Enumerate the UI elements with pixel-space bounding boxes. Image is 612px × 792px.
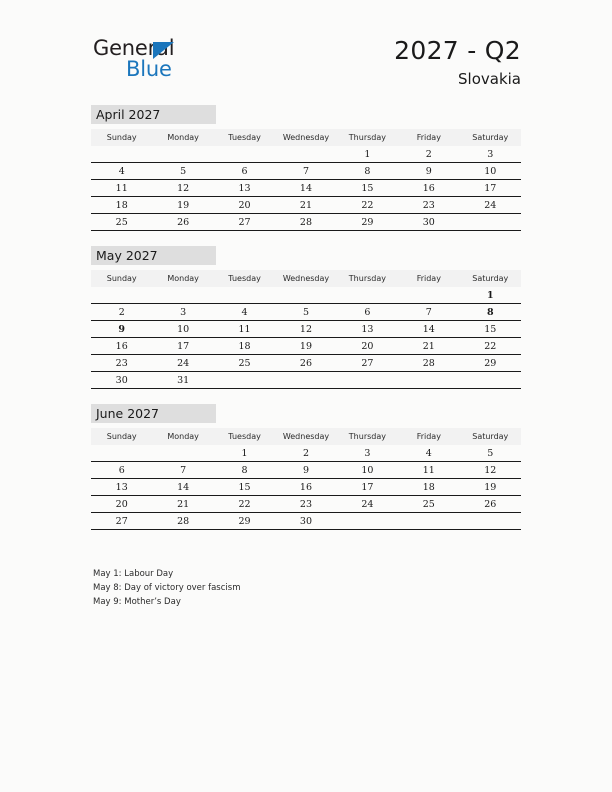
day-cell-empty xyxy=(460,372,521,389)
week-row xyxy=(91,372,521,389)
day-cell[interactable]: 27 xyxy=(337,355,398,372)
day-cell-holiday[interactable]: 9 xyxy=(91,321,152,338)
day-cell[interactable]: 6 xyxy=(337,304,398,321)
day-cell[interactable]: 24 xyxy=(152,355,213,372)
day-cell[interactable]: 26 xyxy=(460,496,521,513)
holiday-notes xyxy=(93,567,493,609)
day-cell[interactable]: 26 xyxy=(152,214,213,231)
day-cell[interactable]: 25 xyxy=(91,214,152,231)
weekday-header-saturday: Saturday xyxy=(460,270,521,287)
day-cell-empty xyxy=(91,445,152,462)
day-cell[interactable]: 14 xyxy=(275,180,336,197)
weekday-header-monday: Monday xyxy=(152,428,213,445)
day-cell[interactable]: 12 xyxy=(275,321,336,338)
day-cell[interactable]: 21 xyxy=(152,496,213,513)
day-cell[interactable]: 21 xyxy=(275,197,336,214)
month-title-bar xyxy=(91,246,216,265)
day-cell[interactable]: 12 xyxy=(460,462,521,479)
day-cell[interactable]: 10 xyxy=(460,163,521,180)
day-cell[interactable]: 1 xyxy=(364,148,371,160)
day-cell[interactable]: 17 xyxy=(337,479,398,496)
day-cell[interactable]: 30 xyxy=(398,214,459,231)
week-row xyxy=(91,479,521,496)
day-cell[interactable]: 16 xyxy=(275,479,336,496)
day-cell[interactable]: 18 xyxy=(398,479,459,496)
weekday-header-friday: Friday xyxy=(398,428,459,445)
month-grid xyxy=(91,129,521,231)
day-cell[interactable]: 25 xyxy=(398,496,459,513)
month-grid xyxy=(91,428,521,530)
weekday-header-wednesday: Wednesday xyxy=(275,129,336,146)
calendar-months-container xyxy=(91,105,521,545)
day-cell[interactable]: 25 xyxy=(214,355,275,372)
weekday-header-friday: Friday xyxy=(398,270,459,287)
month-title: April 2027 xyxy=(96,107,161,122)
week-row xyxy=(91,146,521,163)
day-cell[interactable]: 12 xyxy=(152,180,213,197)
day-cell[interactable]: 16 xyxy=(91,338,152,355)
weekday-header-wednesday: Wednesday xyxy=(275,270,336,287)
day-cell[interactable]: 7 xyxy=(398,304,459,321)
day-cell-empty xyxy=(214,146,275,163)
logo-text-blue: Blue xyxy=(126,57,172,81)
day-cell-empty xyxy=(275,287,336,304)
day-cell[interactable]: 27 xyxy=(91,513,152,530)
day-cell[interactable]: 11 xyxy=(91,180,152,197)
day-cell-empty xyxy=(460,214,521,231)
day-cell[interactable]: 14 xyxy=(152,479,213,496)
day-cell[interactable]: 3 xyxy=(152,304,213,321)
day-cell[interactable]: 10 xyxy=(337,462,398,479)
day-cell-empty xyxy=(275,372,336,389)
day-cell[interactable]: 7 xyxy=(275,163,336,180)
day-cell[interactable]: 19 xyxy=(460,479,521,496)
title-block xyxy=(394,36,521,90)
day-cell[interactable]: 18 xyxy=(91,197,152,214)
day-cell-empty xyxy=(91,287,152,304)
weekday-header-tuesday: Tuesday xyxy=(214,129,275,146)
weekday-header-saturday: Saturday xyxy=(460,129,521,146)
page-title: 2027 - Q2 xyxy=(394,36,521,65)
day-cell[interactable]: 11 xyxy=(398,462,459,479)
day-cell[interactable]: 7 xyxy=(152,462,213,479)
weekday-header-friday: Friday xyxy=(398,129,459,146)
month-title-bar xyxy=(91,105,216,124)
month-block xyxy=(91,404,521,530)
weekday-header-sunday: Sunday xyxy=(91,270,152,287)
day-cell[interactable]: 22 xyxy=(214,496,275,513)
week-row xyxy=(91,321,521,338)
day-cell[interactable]: 15 xyxy=(460,321,521,338)
weekday-header-monday: Monday xyxy=(152,129,213,146)
day-cell-empty xyxy=(398,513,459,530)
day-cell[interactable]: 14 xyxy=(398,321,459,338)
day-cell[interactable]: 22 xyxy=(337,197,398,214)
week-row xyxy=(91,513,521,530)
day-cell[interactable]: 9 xyxy=(275,462,336,479)
day-cell[interactable]: 18 xyxy=(214,338,275,355)
week-row xyxy=(91,338,521,355)
weekday-header-row xyxy=(91,129,521,146)
day-cell-empty xyxy=(214,287,275,304)
month-title: June 2027 xyxy=(96,406,160,421)
day-cell[interactable]: 30 xyxy=(275,513,336,530)
day-cell[interactable]: 6 xyxy=(214,163,275,180)
day-cell[interactable]: 1 xyxy=(241,447,248,459)
day-cell[interactable]: 28 xyxy=(152,513,213,530)
day-cell[interactable]: 30 xyxy=(91,372,152,389)
day-cell-empty xyxy=(91,146,152,163)
week-row xyxy=(91,180,521,197)
day-cell[interactable]: 29 xyxy=(337,214,398,231)
day-cell-empty xyxy=(214,372,275,389)
month-grid xyxy=(91,270,521,389)
day-cell[interactable]: 10 xyxy=(152,321,213,338)
holiday-note: May 8: Day of victory over fascism xyxy=(93,583,241,593)
day-cell-empty xyxy=(337,287,398,304)
day-cell[interactable]: 24 xyxy=(460,197,521,214)
day-cell[interactable]: 5 xyxy=(487,447,494,459)
week-row xyxy=(91,445,521,462)
day-cell[interactable]: 19 xyxy=(152,197,213,214)
day-cell[interactable]: 26 xyxy=(275,355,336,372)
week-row xyxy=(91,214,521,231)
day-cell[interactable]: 2 xyxy=(91,304,152,321)
weekday-header-thursday: Thursday xyxy=(337,270,398,287)
day-cell[interactable]: 23 xyxy=(91,355,152,372)
day-cell-empty xyxy=(398,287,459,304)
day-cell[interactable]: 15 xyxy=(337,180,398,197)
day-cell[interactable]: 27 xyxy=(214,214,275,231)
day-cell[interactable]: 17 xyxy=(152,338,213,355)
day-cell[interactable]: 6 xyxy=(91,462,152,479)
day-cell-empty xyxy=(152,287,213,304)
day-cell[interactable]: 3 xyxy=(364,447,371,459)
weekday-header-tuesday: Tuesday xyxy=(214,270,275,287)
weekday-header-thursday: Thursday xyxy=(337,428,398,445)
day-cell[interactable]: 29 xyxy=(460,355,521,372)
day-cell-empty xyxy=(152,146,213,163)
day-cell[interactable]: 22 xyxy=(460,338,521,355)
day-cell[interactable]: 13 xyxy=(214,180,275,197)
page-header xyxy=(0,0,612,100)
day-cell[interactable]: 17 xyxy=(460,180,521,197)
day-cell-holiday[interactable]: 8 xyxy=(460,304,521,321)
week-row xyxy=(91,287,521,304)
day-cell[interactable]: 28 xyxy=(275,214,336,231)
week-row xyxy=(91,462,521,479)
weekday-header-sunday: Sunday xyxy=(91,428,152,445)
month-title-bar xyxy=(91,404,216,423)
week-row xyxy=(91,355,521,372)
day-cell-empty xyxy=(460,513,521,530)
day-cell[interactable]: 9 xyxy=(398,163,459,180)
weekday-header-row xyxy=(91,428,521,445)
day-cell[interactable]: 20 xyxy=(91,496,152,513)
day-cell[interactable]: 5 xyxy=(152,163,213,180)
day-cell[interactable]: 5 xyxy=(275,304,336,321)
day-cell-empty xyxy=(337,513,398,530)
day-cell[interactable]: 24 xyxy=(337,496,398,513)
day-cell[interactable]: 20 xyxy=(337,338,398,355)
day-cell[interactable]: 16 xyxy=(398,180,459,197)
weekday-header-sunday: Sunday xyxy=(91,129,152,146)
holiday-note: May 1: Labour Day xyxy=(93,569,174,579)
day-cell[interactable]: 31 xyxy=(152,372,213,389)
day-cell[interactable]: 20 xyxy=(214,197,275,214)
day-cell-empty xyxy=(275,146,336,163)
page-subtitle-country: Slovakia xyxy=(458,70,521,88)
weekday-header-saturday: Saturday xyxy=(460,428,521,445)
day-cell[interactable]: 13 xyxy=(91,479,152,496)
month-block xyxy=(91,246,521,389)
day-cell-empty xyxy=(398,372,459,389)
day-cell-empty xyxy=(152,445,213,462)
day-cell[interactable]: 19 xyxy=(275,338,336,355)
month-block xyxy=(91,105,521,231)
day-cell[interactable]: 13 xyxy=(337,321,398,338)
weekday-header-row xyxy=(91,270,521,287)
day-cell[interactable]: 15 xyxy=(214,479,275,496)
week-row xyxy=(91,304,521,321)
day-cell[interactable]: 2 xyxy=(302,447,309,459)
day-cell[interactable]: 23 xyxy=(398,197,459,214)
week-row xyxy=(91,496,521,513)
weekday-header-monday: Monday xyxy=(152,270,213,287)
week-row xyxy=(91,163,521,180)
week-row xyxy=(91,197,521,214)
day-cell-empty xyxy=(337,372,398,389)
month-title: May 2027 xyxy=(96,248,158,263)
day-cell[interactable]: 28 xyxy=(398,355,459,372)
day-cell[interactable]: 29 xyxy=(214,513,275,530)
day-cell[interactable]: 8 xyxy=(337,163,398,180)
day-cell[interactable]: 4 xyxy=(91,163,152,180)
general-blue-logo xyxy=(93,36,273,82)
weekday-header-wednesday: Wednesday xyxy=(275,428,336,445)
day-cell[interactable]: 4 xyxy=(214,304,275,321)
weekday-header-tuesday: Tuesday xyxy=(214,428,275,445)
day-cell[interactable]: 4 xyxy=(425,447,432,459)
logo-text-general: General xyxy=(93,36,175,60)
day-cell[interactable]: 2 xyxy=(425,148,432,160)
day-cell-holiday[interactable]: 1 xyxy=(486,289,494,301)
day-cell[interactable]: 23 xyxy=(275,496,336,513)
holiday-note: May 9: Mother’s Day xyxy=(93,597,181,607)
day-cell[interactable]: 3 xyxy=(487,148,494,160)
day-cell[interactable]: 8 xyxy=(214,462,275,479)
weekday-header-thursday: Thursday xyxy=(337,129,398,146)
day-cell[interactable]: 11 xyxy=(214,321,275,338)
day-cell[interactable]: 21 xyxy=(398,338,459,355)
